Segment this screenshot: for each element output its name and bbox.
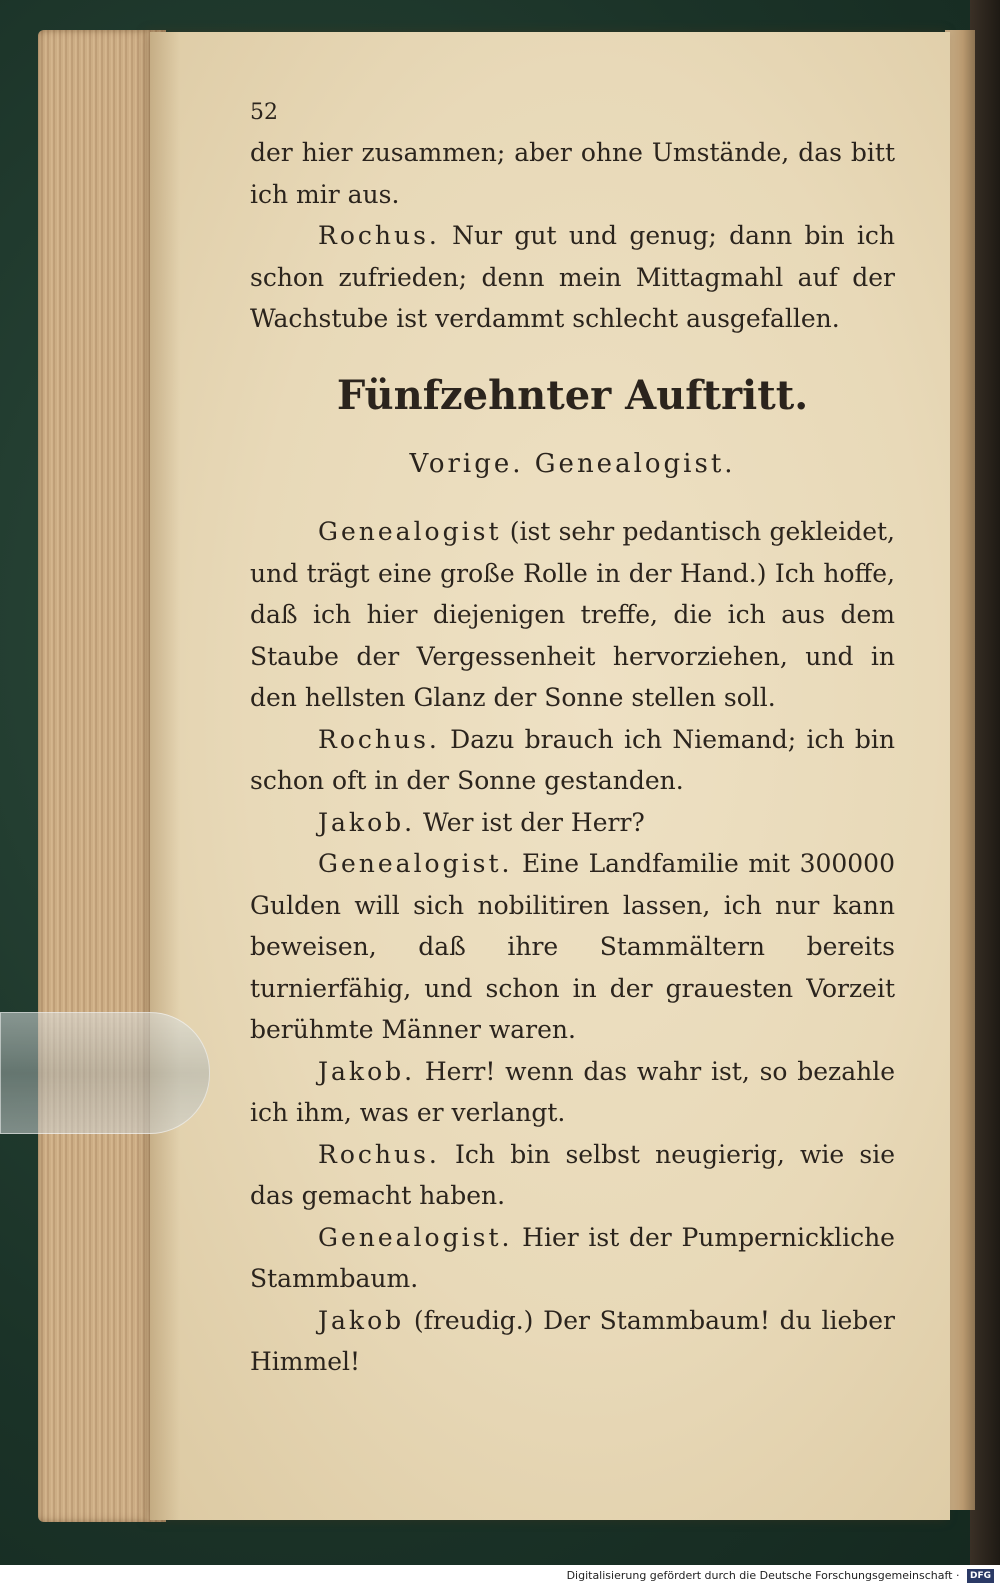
speech-genealogist (250, 1217, 895, 1300)
speech-rochus (250, 215, 895, 340)
page-number: 52 (250, 100, 278, 125)
dfg-logo-icon: DFG (967, 1569, 994, 1583)
speaker-name: Genealogist. (318, 1222, 513, 1252)
speaker-name: Jakob (318, 1305, 405, 1335)
speaker-name: Jakob. (318, 1056, 416, 1086)
speech-rochus (250, 1134, 895, 1217)
speech-rochus (250, 719, 895, 802)
speech-text: (freudig.) Der Stammbaum! du lieber Himmel! (250, 1305, 895, 1376)
speech-text: Dazu brauch ich Niemand; ich bin schon oft in der Sonne gestanden. (250, 724, 895, 795)
speech-text: Ich bin selbst neugierig, wie sie das gemacht haben. (250, 1139, 896, 1210)
scene-heading: Fünfzehnter Auftritt. (336, 371, 809, 419)
page-text (250, 98, 895, 1383)
speech-jakob (250, 1300, 895, 1383)
speech-text: Herr! wenn das wahr ist, so bezahle ich ihm, was er verlangt. (250, 1056, 895, 1127)
speaker-name: Genealogist (318, 517, 502, 546)
speech-jakob (250, 802, 895, 844)
page-weight-glass (0, 1012, 210, 1134)
speaker-name: Genealogist. (318, 849, 513, 878)
speech-text: (ist sehr pedantisch gekleidet, und trägt eine große Rolle in der Hand.) Ich hoffe, daß ich hier diejenigen treffe, die ich aus dem Staube der Vergessenheit hervorziehen, und in den hellsten Glanz der Sonne stellen soll. (250, 517, 896, 712)
speech-jakob (250, 1051, 895, 1134)
speaker-name: Rochus. (318, 724, 440, 754)
speech-text: Nur gut und genug; dann bin ich schon zufrieden; denn mein Mittagmahl auf der Wachstube ist verdammt schlecht ausgefallen. (250, 221, 896, 333)
speaker-name: Jakob. (318, 807, 416, 837)
speech-text: Eine Landfamilie mit 300000 Gulden will sich nobilitiren lassen, ich nur kann beweisen, daß ihre Stammältern bereits turnierfähig, und schon in der grauesten Vorzeit berühmte Männer waren. (250, 849, 895, 1044)
speech-genealogist (250, 511, 895, 719)
speaker-name: Rochus. (318, 221, 440, 250)
book-page-edges (38, 30, 166, 1522)
text-line: der hier zusammen; aber ohne Umstände, das bitt ich mir aus. (250, 138, 895, 209)
speech-genealogist (250, 843, 895, 1051)
digitization-footer (0, 1565, 1000, 1587)
spine-fold (150, 32, 180, 1520)
speaker-name: Rochus. (318, 1139, 440, 1169)
book-page (150, 32, 950, 1520)
speech-text: Hier ist der Pumpernickliche Stammbaum. (250, 1222, 895, 1293)
footer-credit: Digitalisierung gefördert durch die Deutsche Forschungsgemeinschaft · (566, 1569, 960, 1582)
speech-text: Wer ist der Herr? (423, 807, 645, 837)
cast-line: Vorige. Genealogist. (409, 448, 736, 479)
